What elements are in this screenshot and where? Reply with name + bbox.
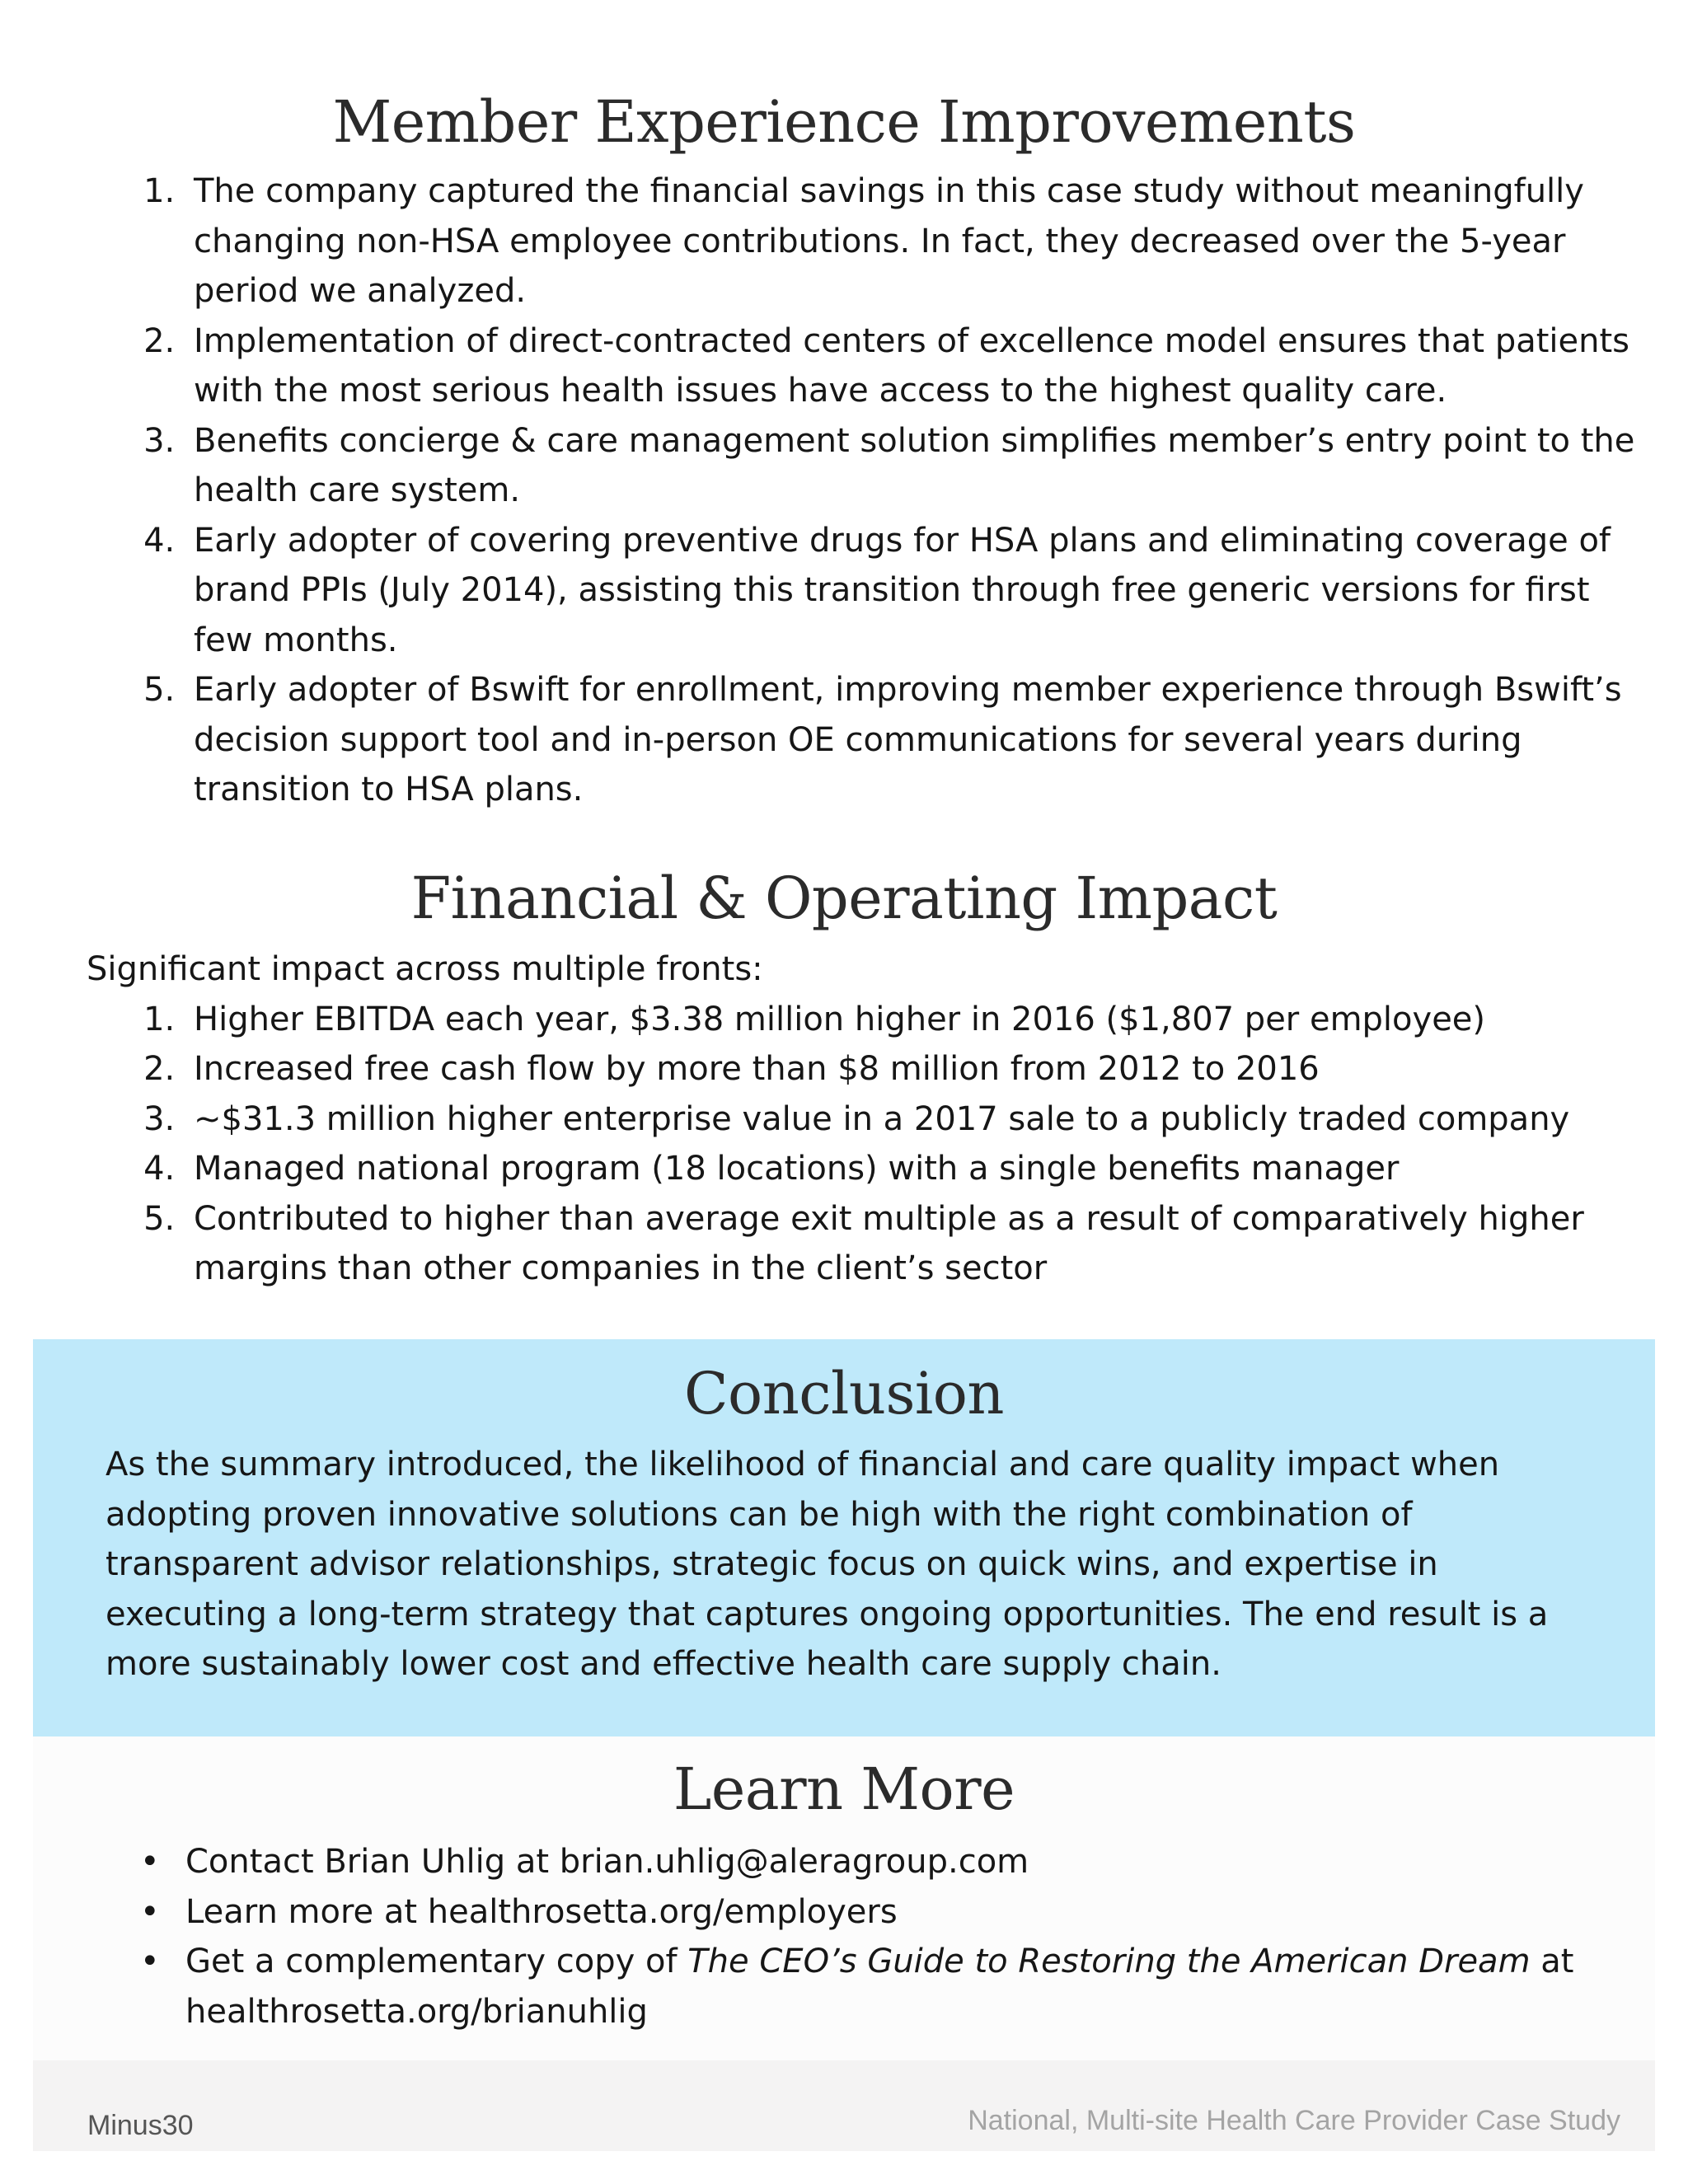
list-item	[140, 1837, 1622, 1887]
footer-document-title: National, Multi-site Health Care Provider Case Study	[968, 2105, 1620, 2136]
website-text: Learn more at healthrosetta.org/employers	[185, 1892, 898, 1931]
list-item: 1. Higher EBITDA each year, $3.38 million higher in 2016 ($1,807 per employee)	[185, 995, 1655, 1045]
list-item: 4. Managed national program (18 locations) with a single benefits manager	[185, 1144, 1655, 1194]
learn-more-list	[33, 1837, 1655, 2036]
financial-impact-section	[0, 864, 1688, 1294]
list-item: 1. The company captured the financial savings in this case study without meaningfully changing non-HSA employee contributions. In fact, they decreased over the 5-year period we analyzed.	[185, 166, 1655, 316]
conclusion-body: As the summary introduced, the likelihood of financial and care quality impact when adopting proven innovative solutions can be high with the right combination of transparent advisor relationships, strategic focus on quick wins, and expertise in executing a long-term strategy that captures ongoing opportunities. The end result is a more sustainably lower cost and effective health care supply chain.	[106, 1446, 1549, 1683]
page-footer	[33, 2060, 1655, 2151]
financial-impact-list	[0, 995, 1688, 1294]
book-prefix-text: Get a complementary copy of	[185, 1943, 688, 1980]
financial-impact-title: Financial & Operating Impact	[410, 865, 1278, 932]
conclusion-title: Conclusion	[684, 1360, 1004, 1427]
member-experience-section	[0, 87, 1688, 815]
member-experience-list	[0, 166, 1688, 815]
list-item	[140, 1887, 1622, 1938]
footer-brand: Minus30	[87, 2110, 194, 2141]
book-title: The CEO’s Guide to Restoring the American Dream	[687, 1943, 1531, 1980]
list-item	[140, 1937, 1622, 2036]
book-suffix-text: at healthrosetta.org/brianuhlig	[185, 1943, 1574, 2031]
conclusion-section	[33, 1339, 1655, 1736]
financial-impact-intro: Significant impact across multiple fronts:	[87, 950, 763, 988]
bullet-icon: •	[140, 1843, 160, 1881]
list-item: 2. Implementation of direct-contracted centers of excellence model ensures that patients with the most serious health issues have access to the highest quality care.	[185, 316, 1655, 416]
list-item: 5. Early adopter of Bswift for enrollment, improving member experience through Bswift’s decision support tool and in-person OE communications for several years during transition to HSA plans.	[185, 665, 1655, 815]
list-item: 4. Early adopter of covering preventive drugs for HSA plans and eliminating coverage of brand PPIs (July 2014), assisting this transition through free generic versions for first few months.	[185, 516, 1655, 666]
list-item: 3. ~$31.3 million higher enterprise value in a 2017 sale to a publicly traded company	[185, 1094, 1655, 1145]
list-item: 2. Increased free cash flow by more than $8 million from 2012 to 2016	[185, 1044, 1655, 1094]
contact-text: Contact Brian Uhlig at brian.uhlig@aleragroup.com	[185, 1843, 1029, 1881]
member-experience-title: Member Experience Improvements	[332, 88, 1356, 156]
bullet-icon: •	[140, 1892, 160, 1931]
learn-more-section	[33, 1736, 1655, 2060]
list-item: 5. Contributed to higher than average exit multiple as a result of comparatively higher margins than other companies in the client’s sector	[185, 1194, 1655, 1294]
learn-more-title: Learn More	[673, 1755, 1015, 1823]
list-item: 3. Benefits concierge & care management solution simplifies member’s entry point to the health care system.	[185, 416, 1655, 516]
bullet-icon: •	[140, 1943, 160, 1980]
